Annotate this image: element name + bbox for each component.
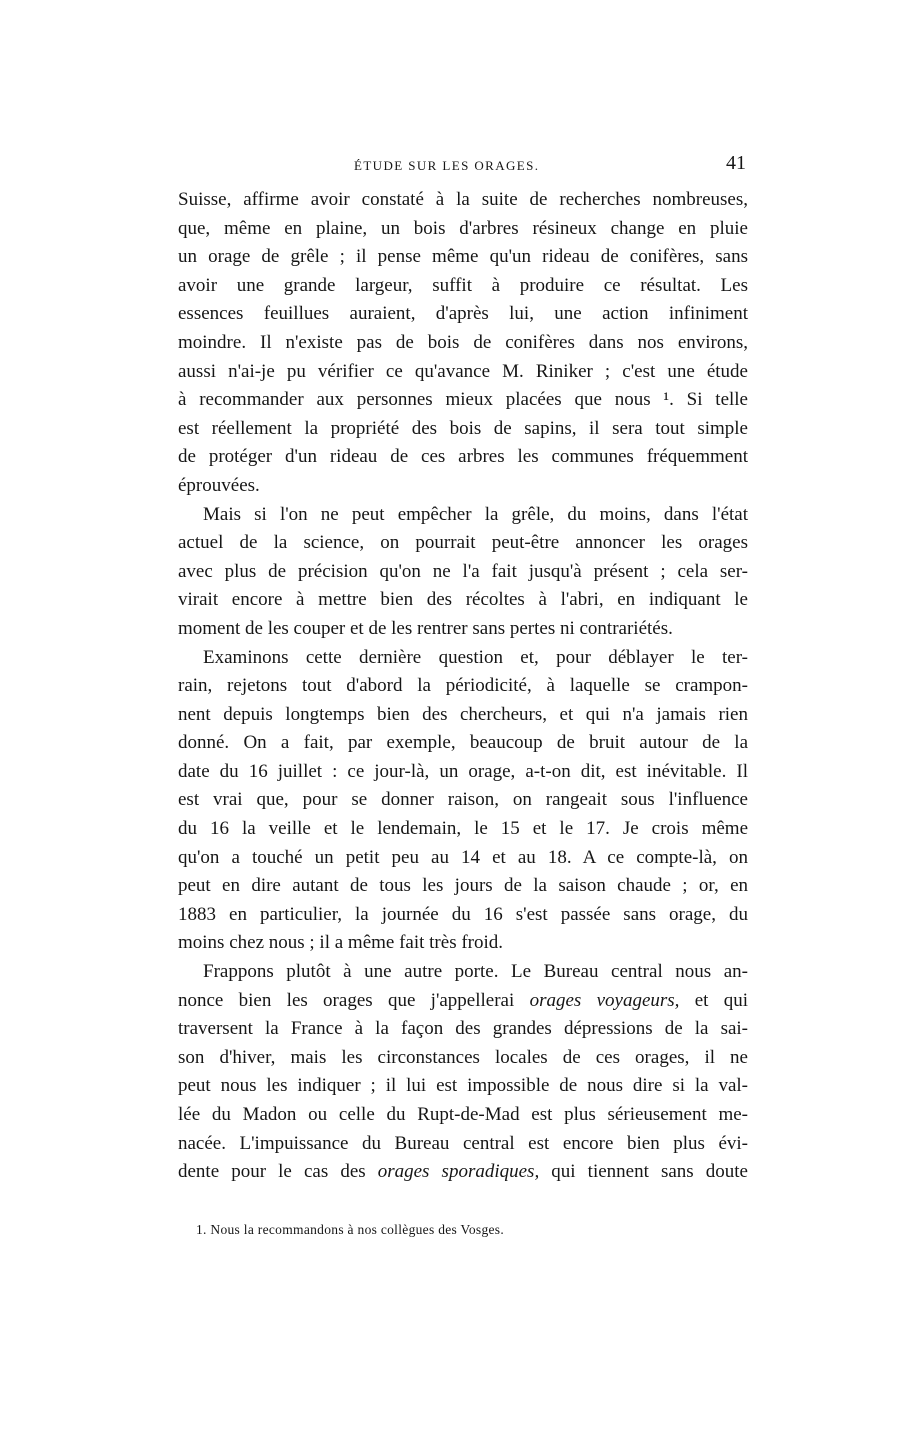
text-line: de protéger d'un rideau de ces arbres les communes fréquemment [178, 446, 748, 468]
text-line-with-italic [178, 987, 748, 1016]
text-line: à recommander aux personnes mieux placées que nous ¹. Si telle [178, 389, 748, 411]
text-line: lée du Madon ou celle du Rupt-de-Mad est plus sérieusement me- [178, 1104, 748, 1125]
text-line: essences feuillues auraient, d'après lui, une action infiniment [178, 303, 748, 325]
italic-term: orages voyageurs, [529, 989, 680, 1011]
text-line: du 16 la veille et le lendemain, le 15 et le 17. Je crois même [178, 818, 748, 840]
text-line: que, même en plaine, un bois d'arbres résineux change en pluie [178, 217, 748, 239]
text-span: qui tiennent sans doute [539, 1161, 748, 1183]
text-line: avec plus de précision qu'on ne l'a fait jusqu'à présent ; cela ser- [178, 560, 748, 582]
text-line: peut nous les indiquer ; il lui est impossible de nous dire si la val- [178, 1075, 748, 1097]
text-line: est réellement la propriété des bois de sapins, il sera tout simple [178, 417, 748, 439]
text-line: aussi n'ai-je pu vérifier ce qu'avance M. Riniker ; c'est une étude [178, 360, 748, 382]
text-line: avoir une grande largeur, suffit à produire ce résultat. Les [178, 274, 748, 296]
footnote: 1. Nous la recommandons à nos collègues des Vosges. [196, 1222, 505, 1237]
text-line: son d'hiver, mais les circonstances locales de ces orages, il ne [178, 1046, 748, 1068]
text-line: qu'on a touché un petit peu au 14 et au 18. A ce compte-là, on [178, 846, 748, 868]
running-head [178, 150, 748, 178]
text-line: est vrai que, pour se donner raison, on rangeait sous l'influence [178, 789, 748, 811]
paragraph-first-line: Mais si l'on ne peut empêcher la grêle, du moins, dans l'état [203, 503, 748, 525]
text-line: donné. On a fait, par exemple, beaucoup de bruit autour de la [178, 732, 748, 754]
text-span: et qui [679, 989, 748, 1011]
italic-term: orages sporadiques, [377, 1161, 540, 1183]
text-line-with-italic [178, 1158, 748, 1187]
text-line: traversent la France à la façon des grandes dépressions de la sai- [178, 1018, 748, 1040]
text-line: un orage de grêle ; il pense même qu'un rideau de conifères, sans [178, 246, 748, 268]
text-line: nacée. L'impuissance du Bureau central est encore bien plus évi- [178, 1132, 748, 1154]
paragraph-last-line: moins chez nous ; il a même fait très froid. [178, 932, 504, 954]
paragraph-last-line: moment de les couper et de les rentrer sans pertes ni contrariétés. [178, 617, 673, 639]
text-span: nonce bien les orages que j'appellerai [178, 989, 530, 1011]
paragraph-first-line: Frappons plutôt à une autre porte. Le Bureau central nous an- [203, 961, 748, 983]
text-span: dente pour le cas des [178, 1161, 378, 1183]
text-line: virait encore à mettre bien des récoltes à l'abri, en indiquant le [178, 589, 748, 611]
paragraph-last-line: éprouvées. [178, 474, 260, 496]
text-line: date du 16 juillet : ce jour-là, un orage, a-t-on dit, est inévitable. Il [178, 760, 748, 782]
text-line: moindre. Il n'existe pas de bois de conifères dans nos environs, [178, 331, 748, 353]
text-line: nent depuis longtemps bien des chercheurs, et qui n'a jamais rien [178, 703, 748, 725]
page-number: 41 [726, 152, 746, 174]
body-text [178, 186, 748, 1187]
text-line: Suisse, affirme avoir constaté à la suite de recherches nombreuses, [178, 189, 748, 210]
running-title: ÉTUDE SUR LES ORAGES. [354, 158, 540, 173]
text-line: actuel de la science, on pourrait peut-être annoncer les orages [178, 532, 748, 554]
text-line: 1883 en particulier, la journée du 16 s'est passée sans orage, du [178, 903, 748, 925]
paragraph-first-line: Examinons cette dernière question et, pour déblayer le ter- [203, 646, 748, 668]
text-line: rain, rejetons tout d'abord la périodicité, à laquelle se crampon- [178, 675, 748, 697]
text-line: peut en dire autant de tous les jours de la saison chaude ; or, en [178, 875, 748, 897]
